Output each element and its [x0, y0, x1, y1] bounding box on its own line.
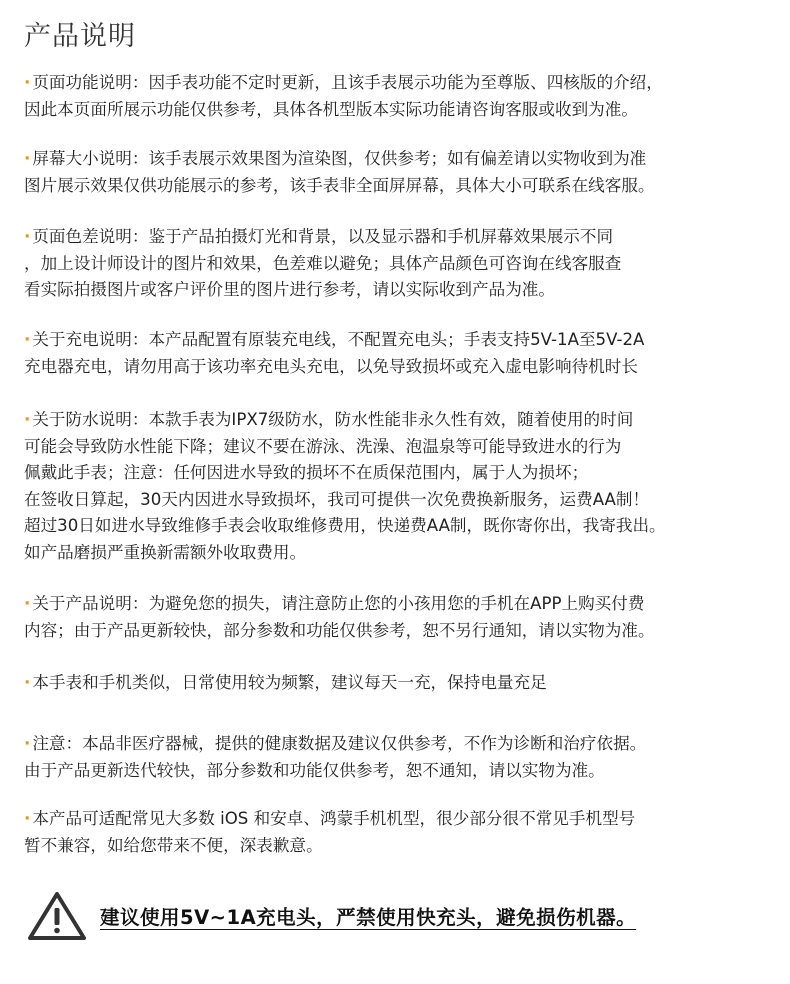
section-line: 由于产品更新迭代较快，部分参数和功能仅供参考，恕不通知，请以实物为准。 — [24, 760, 605, 780]
section-line: · 本产品可适配常见大多数 iOS 和安卓、鸿蒙手机机型，很少部分很不常见手机型号 — [24, 809, 636, 828]
warning-banner — [26, 890, 766, 946]
section-product — [24, 591, 784, 644]
section-line: 如产品磨损严重换新需额外收取费用。 — [24, 542, 307, 562]
section-line: ，加上设计师设计的图片和效果，色差难以避免；具体产品颜色可咨询在线客服查 — [24, 253, 622, 273]
section-color-difference — [24, 224, 784, 304]
section-line: · 关于充电说明：本产品配置有原装充电线，不配置充电头；手表支持5V-1A至5V-2A — [24, 330, 645, 349]
section-line: 暂不兼容，如给您带来不便，深表歉意。 — [24, 835, 323, 855]
bullet-dot: · — [24, 809, 31, 828]
bullet-dot: · — [24, 673, 31, 692]
section-line: 在签收日算起，30天内因进水导致损坏，我司可提供一次免费换新服务，运费AA制！ — [24, 489, 650, 509]
section-line: 看实际拍摄图片或客户评价里的图片进行参考，请以实际收到产品为准。 — [24, 280, 555, 299]
bullet-dot: · — [24, 149, 31, 168]
section-compatibility — [24, 806, 784, 859]
section-screen-size — [24, 146, 784, 199]
section-daily-charge — [24, 670, 784, 697]
bullet-dot: · — [24, 330, 31, 349]
bullet-dot: · — [24, 594, 31, 613]
section-page-function — [24, 70, 784, 123]
bullet-dot: · — [24, 227, 31, 246]
section-line: · 关于防水说明：本款手表为IPX7级防水，防水性能非永久性有效，随着使用的时间 — [24, 410, 634, 429]
section-line: 充电器充电，请勿用高于该功率充电头充电，以免导致损坏或充入虚电影响待机时长 — [24, 356, 638, 376]
section-line: 内容；由于产品更新较快，部分参数和功能仅供参考，恕不另行通知，请以实物为准。 — [24, 620, 655, 640]
page-title: 产品说明 — [24, 21, 136, 52]
section-charging — [24, 327, 784, 380]
warning-text: 建议使用5V~1A充电头，严禁使用快充头，避免损伤机器。 — [100, 906, 637, 929]
section-line: · 页面色差说明：鉴于产品拍摄灯光和背景，以及显示器和手机屏幕效果展示不同 — [24, 227, 614, 246]
bullet-dot: · — [24, 73, 31, 92]
section-line: 图片展示效果仅供功能展示的参考，该手表非全面屏屏幕，具体大小可联系在线客服。 — [24, 175, 655, 195]
section-line: · 关于产品说明：为避免您的损失，请注意防止您的小孩用您的手机在APP上购买付费 — [24, 594, 645, 613]
section-line: · 页面功能说明：因手表功能不定时更新，且该手表展示功能为至尊版、四核版的介绍， — [24, 73, 663, 92]
section-line: · 注意：本品非医疗器械，提供的健康数据及建议仅供参考，不作为诊断和治疗依据。 — [24, 734, 647, 753]
warning-triangle-icon — [26, 890, 88, 942]
bullet-dot: · — [24, 734, 31, 753]
section-line: 超过30日如进水导致维修手表会收取维修费用，快递费AA制，既你寄你出，我寄我出。 — [24, 516, 666, 535]
section-line: 可能会导致防水性能下降；建议不要在游泳、洗澡、泡温泉等可能导致进水的行为 — [24, 436, 622, 456]
section-line: · 本手表和手机类似，日常使用较为频繁，建议每天一充，保持电量充足 — [24, 673, 547, 692]
section-medical-notice — [24, 731, 784, 784]
bullet-dot: · — [24, 410, 31, 429]
section-line: 佩戴此手表；注意：任何因进水导致的损坏不在质保范围内，属于人为损坏； — [24, 463, 589, 482]
section-waterproof — [24, 407, 784, 566]
section-line: · 屏幕大小说明：该手表展示效果图为渲染图，仅供参考；如有偏差请以实物收到为准 — [24, 149, 647, 168]
section-line: 因此本页面所展示功能仅供参考，具体各机型版本实际功能请咨询客服或收到为准。 — [24, 99, 638, 119]
